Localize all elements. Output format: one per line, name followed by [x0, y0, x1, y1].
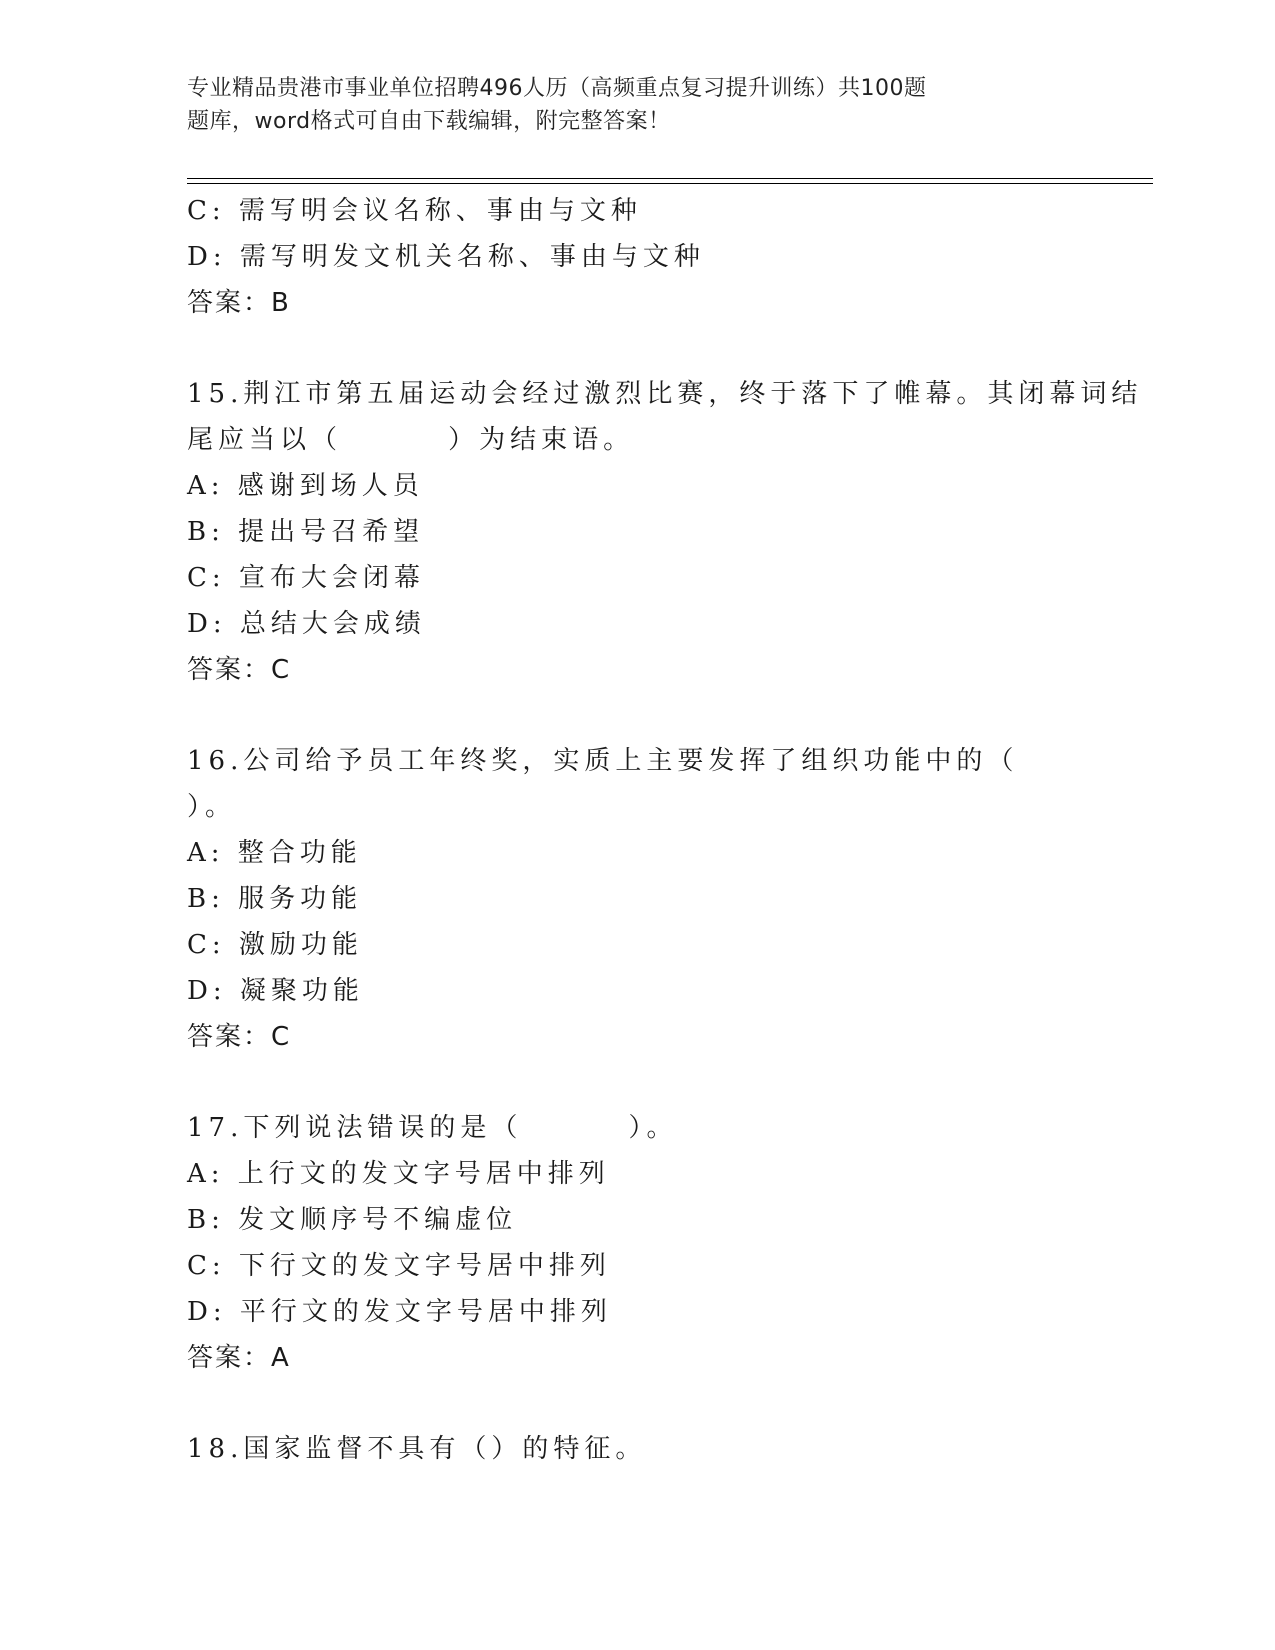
- header-divider-top: [187, 178, 1153, 179]
- option-a: A: 感谢到场人员: [187, 471, 424, 501]
- option-b: B: 提出号召希望: [187, 517, 425, 547]
- question-stem-line: 尾应当以（ ）为结束语。: [187, 425, 635, 455]
- question-17: [187, 1105, 1087, 1381]
- option-a: A: 整合功能: [187, 838, 362, 868]
- question-stem-line: 17.下列说法错误的是（ ）。: [187, 1113, 678, 1143]
- document-header: [187, 72, 1037, 138]
- question-list: [187, 188, 1143, 1472]
- question-stem-line: ）。: [187, 792, 237, 822]
- option-a: A: 上行文的发文字号居中排列: [187, 1159, 610, 1189]
- option-b: B: 发文顺序号不编虚位: [187, 1205, 518, 1235]
- answer-line: 答案：B: [187, 288, 291, 318]
- question-14-tail: [187, 188, 1087, 326]
- option-d: D: 凝聚功能: [187, 976, 364, 1006]
- option-d: D: 需写明发文机关名称、事由与文种: [187, 242, 705, 272]
- option-c: C: 需写明会议名称、事由与文种: [187, 196, 642, 226]
- option-c: C: 激励功能: [187, 930, 363, 960]
- header-title-line-2: 题库，word格式可自由下载编辑，附完整答案！: [187, 109, 671, 134]
- option-d: D: 平行文的发文字号居中排列: [187, 1297, 612, 1327]
- answer-line: 答案：C: [187, 1022, 292, 1052]
- header-divider-bottom: [187, 183, 1153, 184]
- question-18: [187, 1426, 1087, 1472]
- header-title-line-1: 专业精品贵港市事业单位招聘496人历（高频重点复习提升训练）共100题: [187, 76, 927, 101]
- question-15: [187, 371, 1143, 693]
- option-d: D: 总结大会成绩: [187, 609, 426, 639]
- option-c: C: 宣布大会闭幕: [187, 563, 425, 593]
- answer-line: 答案：A: [187, 1343, 291, 1373]
- option-c: C: 下行文的发文字号居中排列: [187, 1251, 611, 1281]
- question-16: [187, 738, 1087, 1060]
- question-stem-line: 16.公司给予员工年终奖，实质上主要发挥了组织功能中的（: [187, 746, 1019, 776]
- question-stem-line: 15.荆江市第五届运动会经过激烈比赛，终于落下了帷幕。其闭幕词结: [187, 379, 1143, 409]
- answer-line: 答案：C: [187, 655, 292, 685]
- question-stem-line: 18.国家监督不具有（）的特征。: [187, 1434, 647, 1464]
- option-b: B: 服务功能: [187, 884, 363, 914]
